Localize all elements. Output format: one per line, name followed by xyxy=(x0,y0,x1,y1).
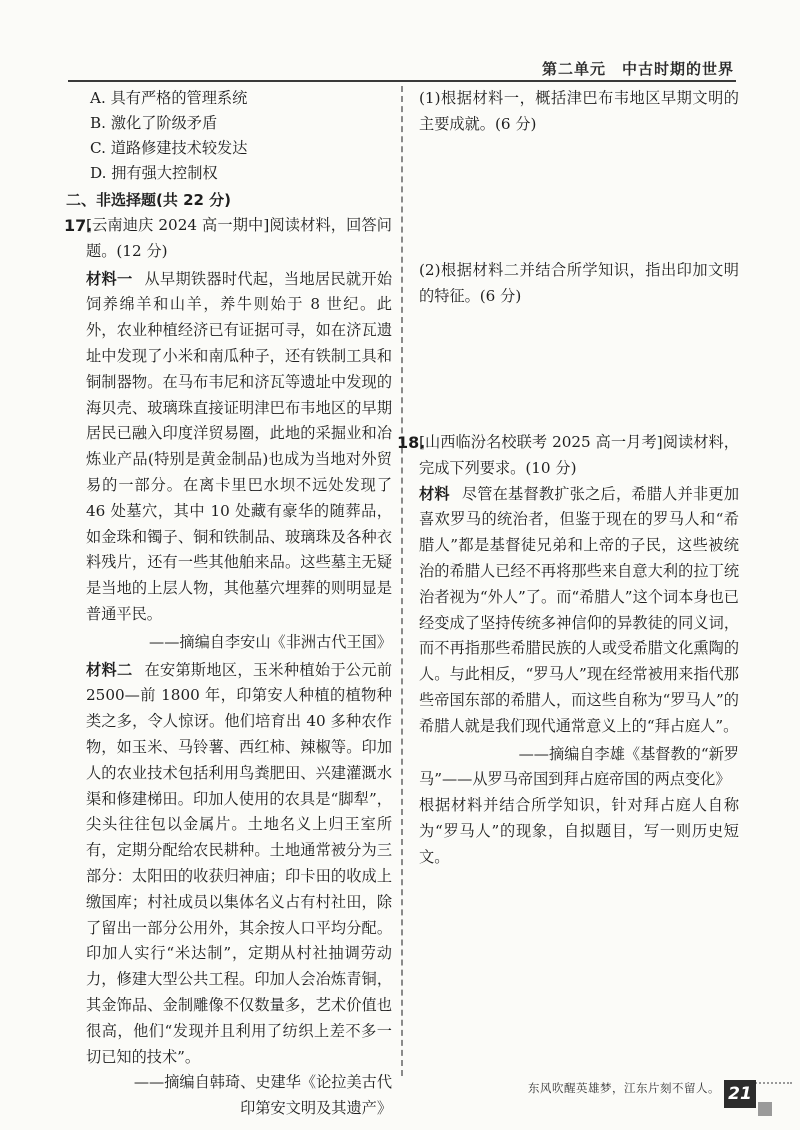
question-18-material-label: 材料 xyxy=(419,484,450,503)
question-17-head xyxy=(64,213,392,265)
question-17-number: 17. xyxy=(64,216,93,235)
material-2 xyxy=(86,658,392,1122)
material-2-label: 材料二 xyxy=(86,660,133,679)
footer-motto: 东风吹醒英雄梦，江东片刻不留人。 xyxy=(528,1081,720,1095)
subquestion-2: (2)根据材料二并结合所学知识，指出印加文明的特征。(6 分) xyxy=(419,261,739,305)
question-18-source-line2: 马”——从罗马帝国到拜占庭帝国的两点变化》 xyxy=(419,770,731,789)
corner-decoration xyxy=(758,1102,772,1116)
question-18-task: 根据材料并结合所学知识，针对拜占庭人自称为“罗马人”的现象，自拟题目，写一则历史短文。 xyxy=(419,796,739,866)
left-column xyxy=(64,86,393,1122)
question-18-head xyxy=(397,430,739,482)
material-1-source: ——摘编自李安山《非洲古代王国》 xyxy=(149,632,392,651)
option-d: D. 拥有强大控制权 xyxy=(90,164,218,182)
page-number: 21 xyxy=(724,1080,756,1108)
material-1-label: 材料一 xyxy=(86,269,133,288)
question-18-source-line1: ——摘编自李雄《基督教的“新罗 xyxy=(518,744,739,763)
question-18-number: 18. xyxy=(397,433,426,452)
material-1 xyxy=(86,267,392,656)
material-2-source-line1: ——摘编自韩琦、史建华《论拉美古代 xyxy=(133,1073,392,1092)
option-c: C. 道路修建技术较发达 xyxy=(90,139,248,157)
question-18-material-text: 尽管在基督教扩张之后，希腊人并非更加喜欢罗马的统治者，但鉴于现在的罗马人和“希腊人”都是基督徒兄弟和上帝的子民，这些被统治的希腊人已经不再将那些来自意大利的拉丁统治者视为“外人”了。而“希腊人”这个词本身也已经变成了坚持传统多神信仰的异教徒的同义词，而不再指那些希腊民族的人或受希腊文化熏陶的人。与此相反，“罗马人”现在经常被用来指代那些帝国东部的希腊人，而这些自称为“罗马人”的希腊人就是我们现代通常意义上的“拜占庭人”。 xyxy=(419,484,740,735)
column-divider xyxy=(401,86,403,1076)
material-1-text: 从早期铁器时代起，当地居民就开始饲养绵羊和山羊，养牛则始于 8 世纪。此外，农业种植经济已有证据可寻，如在济瓦遗址中发现了小米和南瓜种子，还有铁制工具和铜制器物。在马布韦尼和济瓦等遗址中发现的海贝壳、玻璃珠直接证明津巴布韦地区的早期居民已融入印度洋贸易圈，此地的采掘业和冶炼业产品(特别是黄金制品)也成为当地对外贸易的一部分。在离卡里巴水坝不远处发现了 46 处墓穴，其中 10 处藏有豪华的随葬品，如金珠和镯子、铜和铁制品、玻璃珠及各种衣料残片，还有一些其他舶来品。这些墓主无疑是当地的上层人物，其他墓穴埋葬的则明显是普通平民。 xyxy=(86,269,393,623)
section-title: 二、非选择题(共 22 分) xyxy=(66,191,232,209)
question-18-prompt: [山西临汾名校联考 2025 高一月考]阅读材料，完成下列要求。(10 分) xyxy=(419,433,739,477)
material-2-source-line2: 印第安文明及其遗产》 xyxy=(240,1099,392,1118)
question-18 xyxy=(397,430,740,871)
question-18-material xyxy=(419,482,739,740)
material-2-text: 在安第斯地区，玉米种植始于公元前 2500—前 1800 年，印第安人种植的植物种类之多，令人惊讶。他们培育出 40 多种农作物，如玉米、马铃薯、西红柿、辣椒等。印加人的农业技术包括利用鸟粪肥田、兴建灌溉水渠和修建梯田。印加人使用的农具是“脚犁”，尖头往往包以金属片。土地名义上归王室所有，定期分配给农民耕种。土地通常被分为三部分：太阳田的收获归神庙；印卡田的收成上缴国库；村社成员以集体名义占有村社田，除了留出一部分公用外，其余按人口平均分配。印加人实行“米达制”，定期从村社抽调劳动力，修建大型公共工程。印加人会冶炼青铜，其金饰品、金制雕像不仅数量多，艺术价值也很高，他们“发现并且利用了纺织上差不多一切已知的技术”。 xyxy=(86,660,393,1066)
unit-title: 第二单元 中古时期的世界 xyxy=(541,60,734,78)
header-divider xyxy=(68,80,736,82)
option-b: B. 激化了阶级矛盾 xyxy=(90,114,218,132)
footer-dots xyxy=(752,1082,792,1084)
right-column xyxy=(397,86,740,866)
option-a: A. 具有严格的管理系统 xyxy=(90,89,248,107)
question-17-prompt: [云南迪庆 2024 高一期中]阅读材料，回答问题。(12 分) xyxy=(86,216,392,260)
subquestion-1: (1)根据材料一，概括津巴布韦地区早期文明的主要成就。(6 分) xyxy=(419,89,739,133)
